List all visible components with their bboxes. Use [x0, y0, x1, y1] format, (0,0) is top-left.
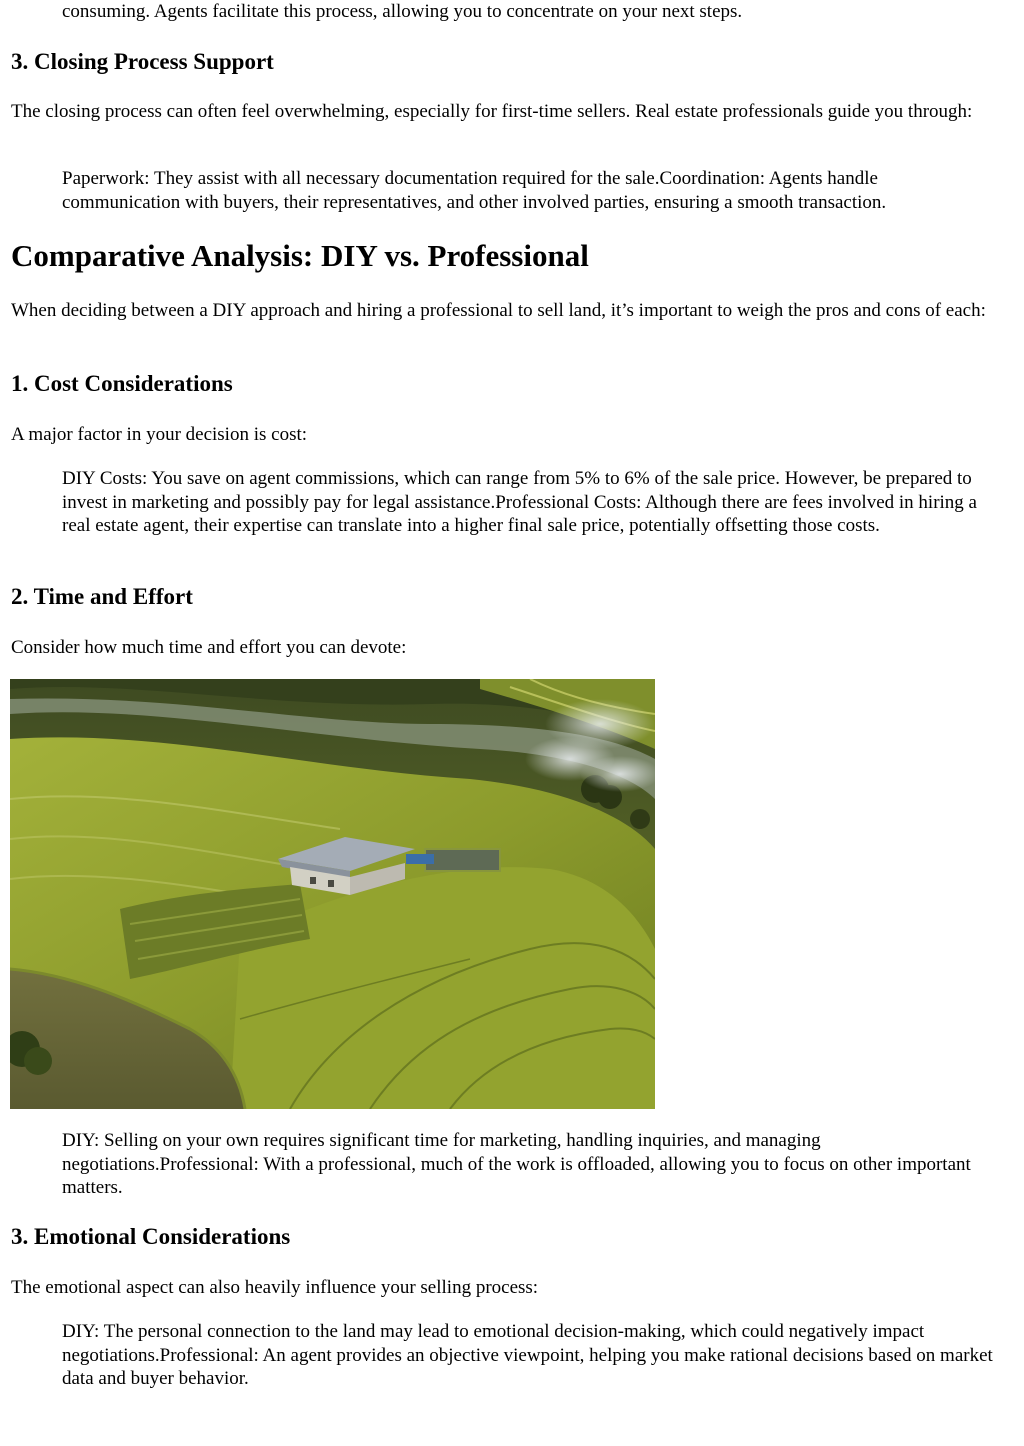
cost-intro-text: A major factor in your decision is cost:: [11, 424, 308, 445]
comparative-heading: Comparative Analysis: DIY vs. Professional: [11, 238, 589, 273]
emotional-detail-text: DIY: The personal connection to the land may lead to emotional decision-making, which could negatively impact negotiations.Professional: An agent provides an objective viewpoint, helping you make rational decisions based on market data and buyer behavior.: [62, 1321, 993, 1389]
rice-terrace-photo: [10, 679, 655, 1109]
cost-detail-text: DIY Costs: You save on agent commissions, which can range from 5% to 6% of the sale price. However, be prepared to invest in marketing and possibly pay for legal assistance.Professional Costs: Although there are fees involved in hiring a real estate agent, their expertise can translate into a higher final sale price, potentially offsetting those costs.: [62, 468, 977, 536]
emotional-intro-text: The emotional aspect can also heavily influence your selling process:: [11, 1277, 539, 1298]
closing-detail-text: Paperwork: They assist with all necessary documentation required for the sale.Coordination: Agents handle communication with buyers, their representatives, and other involved parties, ensuring a smooth transaction.: [62, 168, 887, 213]
time-heading: 2. Time and Effort: [11, 584, 193, 609]
time-detail-text: DIY: Selling on your own requires significant time for marketing, handling inquiries, and managing negotiations.Professional: With a professional, much of the work is offloaded, allowing you to focus on other important matters.: [62, 1130, 971, 1198]
time-intro-text: Consider how much time and effort you can devote:: [11, 637, 407, 658]
emotional-heading: 3. Emotional Considerations: [11, 1224, 291, 1249]
intro-tail-text: consuming. Agents facilitate this process, allowing you to concentrate on your next steps.: [62, 1, 743, 22]
closing-intro-text: The closing process can often feel overwhelming, especially for first-time sellers. Real estate professionals guide you through:: [11, 101, 973, 122]
closing-heading: 3. Closing Process Support: [11, 49, 274, 74]
cost-heading: 1. Cost Considerations: [11, 371, 233, 396]
landscape-image: [10, 679, 655, 1109]
comparative-intro-text: When deciding between a DIY approach and hiring a professional to sell land, it’s important to weigh the pros and cons of each:: [11, 300, 986, 321]
